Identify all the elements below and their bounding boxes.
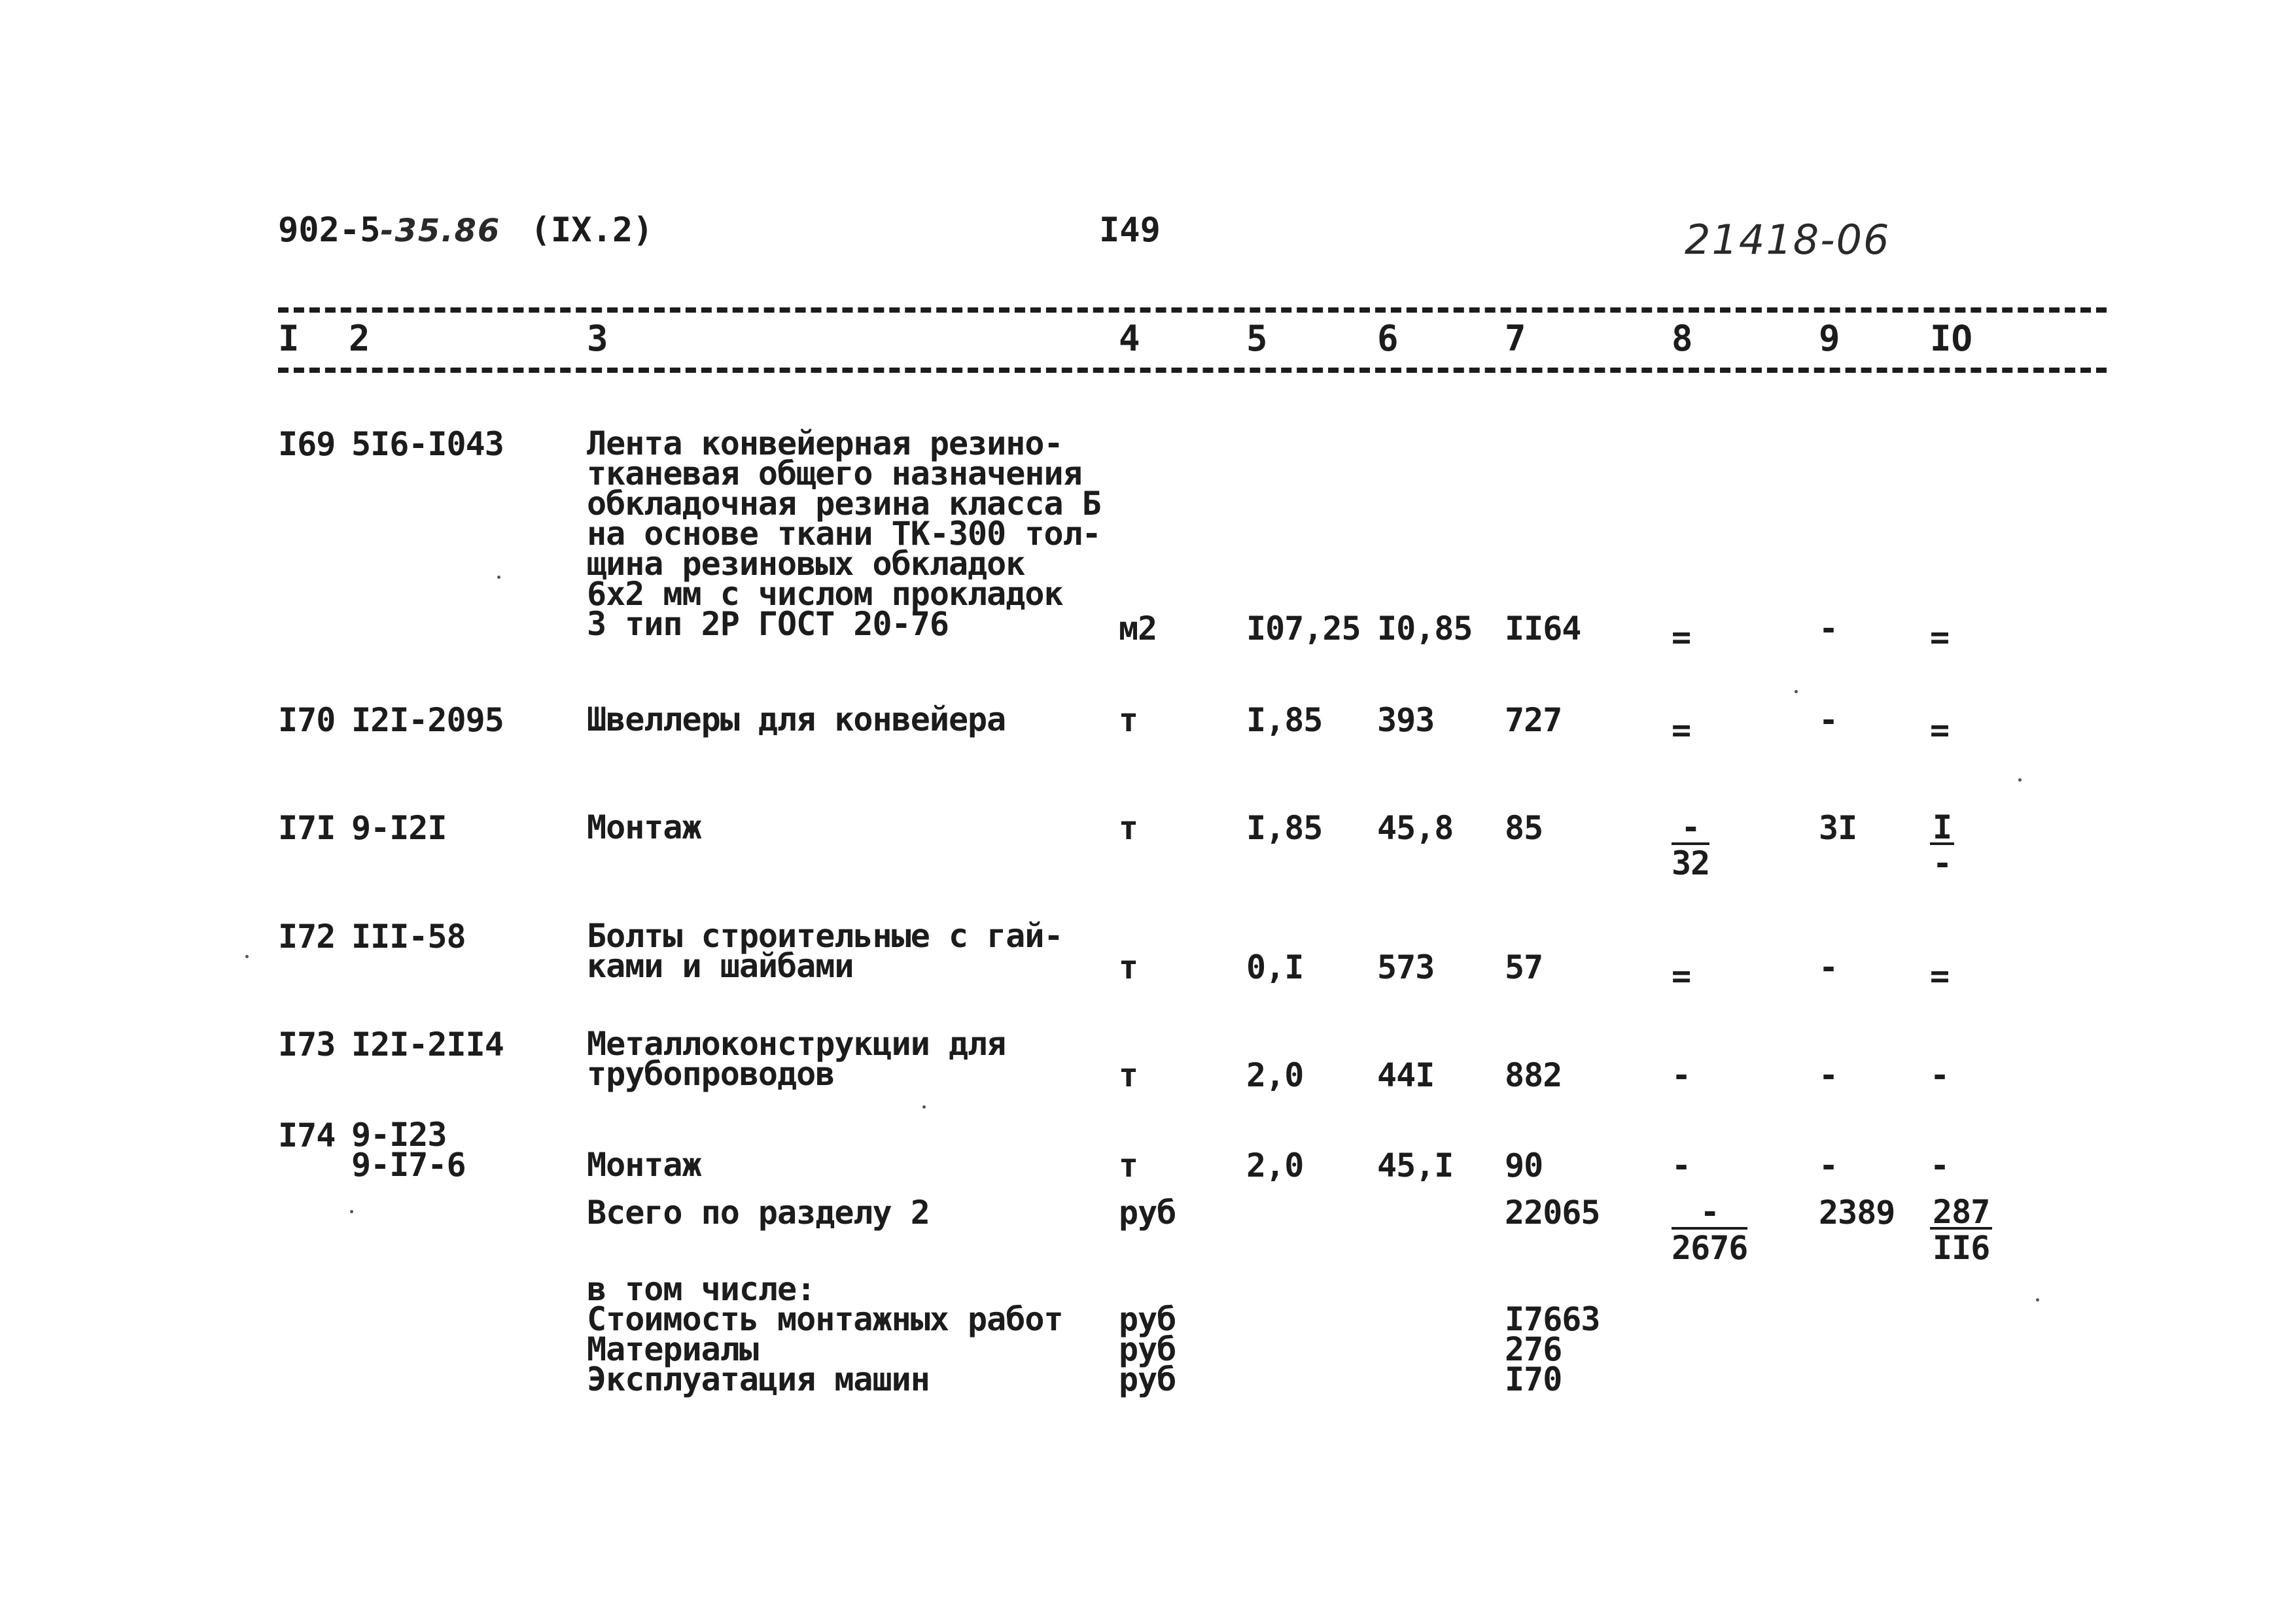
column-number: 5 <box>1246 318 1268 359</box>
unit-price: 573 <box>1377 948 1435 986</box>
breakdown-item-value: I70 <box>1505 1360 1562 1398</box>
col9-value: - <box>1819 701 1838 739</box>
col10-value: = <box>1930 618 1950 656</box>
section-total-unit: руб <box>1119 1194 1176 1232</box>
document-code <box>278 211 653 250</box>
column-number: 4 <box>1119 318 1140 359</box>
section-code: (IX.2) <box>530 211 654 250</box>
section-total-cost: 22065 <box>1505 1194 1600 1232</box>
col10-value: - <box>1930 1147 1950 1184</box>
col10-fraction <box>1930 808 1954 882</box>
col8-fraction <box>1672 808 1710 882</box>
column-number: 7 <box>1505 318 1526 359</box>
section-total-col9: 2389 <box>1819 1194 1895 1232</box>
unit-price: 45,8 <box>1377 809 1454 847</box>
unit: т <box>1119 948 1138 986</box>
header-rule-bottom <box>278 368 2107 373</box>
unit: т <box>1119 1056 1138 1094</box>
item-description: Лента конвейерная резино- тканевая общего назначения обкладочная резина класса Б на основе ткани ТК-300 тол- щина резиновых обкладок 6х2 мм с числом прокладок 3 тип 2Р ГОСТ 20-76 <box>587 424 1101 643</box>
unit-price: 393 <box>1377 701 1435 739</box>
price-code: 9-I2I <box>351 809 447 847</box>
col8-denominator: 32 <box>1672 844 1710 882</box>
breakdown-item-unit: руб <box>1119 1330 1176 1368</box>
header-rule-top <box>278 307 2107 313</box>
column-number: 6 <box>1377 318 1399 359</box>
scan-speck <box>922 1105 926 1109</box>
column-number: 2 <box>349 318 370 359</box>
total-cost: 882 <box>1505 1056 1562 1094</box>
breakdown-item-label: Стоимость монтажных работ <box>587 1300 1063 1338</box>
breakdown-units <box>1119 1300 1176 1398</box>
quantity: 0,I <box>1246 948 1304 986</box>
breakdown-item-unit: руб <box>1119 1300 1176 1338</box>
col8-value: - <box>1672 1056 1691 1094</box>
breakdown-labels <box>587 1300 1063 1398</box>
col9-value: - <box>1819 1056 1838 1094</box>
section-total-label: Всего по разделу 2 <box>587 1194 930 1232</box>
price-code: III-58 <box>351 918 466 956</box>
col10-value: = <box>1930 957 1950 995</box>
col10-numerator: I <box>1930 812 1954 845</box>
unit: м2 <box>1119 610 1157 648</box>
scan-speck <box>2018 778 2022 782</box>
section-total-col10-fraction <box>1930 1193 1992 1267</box>
quantity: 2,0 <box>1246 1056 1304 1094</box>
breakdown-heading: в том числе: <box>587 1270 816 1308</box>
item-description: Болты строительные с гай- ками и шайбами <box>587 917 1063 985</box>
total-cost: 85 <box>1505 809 1543 847</box>
quantity: I,85 <box>1246 809 1323 847</box>
scan-speck <box>1795 690 1798 693</box>
unit-price: 45,I <box>1377 1147 1454 1184</box>
unit: т <box>1119 1147 1138 1184</box>
item-description: Швеллеры для конвейера <box>587 700 1006 738</box>
col8-denominator: 2676 <box>1672 1229 1748 1267</box>
scan-speck <box>245 955 249 958</box>
breakdown-item-label: Эксплуатация машин <box>587 1360 930 1398</box>
col10-value: = <box>1930 711 1950 749</box>
col10-denominator: II6 <box>1933 1229 1990 1267</box>
item-description: Монтаж <box>587 1146 701 1184</box>
doc-code-handwritten: -35.86 <box>380 213 501 249</box>
total-cost: II64 <box>1505 610 1581 648</box>
archive-stamp: 21418-06 <box>1685 216 1891 264</box>
doc-code-typed: 902-5 <box>278 211 381 250</box>
col8-value: - <box>1672 1147 1691 1184</box>
section-total-col8-fraction <box>1672 1193 1748 1267</box>
row-number: I70 <box>278 701 336 739</box>
quantity: 2,0 <box>1246 1147 1304 1184</box>
column-number: I <box>278 318 300 359</box>
unit-price: 44I <box>1377 1056 1435 1094</box>
column-number: 3 <box>587 318 608 359</box>
breakdown-item-value: I7663 <box>1505 1300 1600 1338</box>
row-number: I69 <box>278 425 336 463</box>
col8-value: = <box>1672 711 1691 749</box>
quantity: I07,25 <box>1246 610 1361 648</box>
row-number: I7I <box>278 809 336 847</box>
quantity: I,85 <box>1246 701 1323 739</box>
column-number: IO <box>1930 318 1973 359</box>
total-cost: 57 <box>1505 948 1543 986</box>
page-number: I49 <box>1099 211 1161 250</box>
breakdown-item-label: Материалы <box>587 1330 758 1368</box>
breakdown-item-value: 276 <box>1505 1330 1562 1368</box>
row-number: I74 <box>278 1116 336 1154</box>
breakdown-values <box>1505 1300 1600 1398</box>
column-number: 8 <box>1672 318 1693 359</box>
col10-value: - <box>1930 1056 1950 1094</box>
col10-numerator: 287 <box>1930 1197 1992 1230</box>
col8-numerator: - <box>1672 812 1709 845</box>
item-description: Монтаж <box>587 808 701 846</box>
price-code: 5I6-I043 <box>351 425 504 463</box>
col9-value: - <box>1819 948 1838 986</box>
unit: т <box>1119 809 1138 847</box>
unit-price: I0,85 <box>1377 610 1473 648</box>
price-code: I2I-2095 <box>351 701 504 739</box>
scan-speck <box>497 576 500 579</box>
unit: т <box>1119 701 1138 739</box>
scan-speck <box>2036 1298 2039 1302</box>
scan-speck <box>350 1210 353 1213</box>
total-cost: 90 <box>1505 1147 1543 1184</box>
col9-value: - <box>1819 610 1838 648</box>
col8-value: = <box>1672 957 1691 995</box>
total-cost: 727 <box>1505 701 1562 739</box>
breakdown-item-unit: руб <box>1119 1360 1176 1398</box>
price-code: 9-I23 9-I7-6 <box>351 1116 466 1184</box>
column-number: 9 <box>1819 318 1840 359</box>
col9-value: 3I <box>1819 809 1857 847</box>
row-number: I73 <box>278 1026 336 1063</box>
row-number: I72 <box>278 918 336 956</box>
price-code: I2I-2II4 <box>351 1026 504 1063</box>
col10-denominator: - <box>1933 844 1952 882</box>
col8-numerator: - <box>1672 1197 1747 1230</box>
col9-value: - <box>1819 1147 1838 1184</box>
col8-value: = <box>1672 618 1691 656</box>
item-description: Металлоконструкции для трубопроводов <box>587 1025 1006 1093</box>
